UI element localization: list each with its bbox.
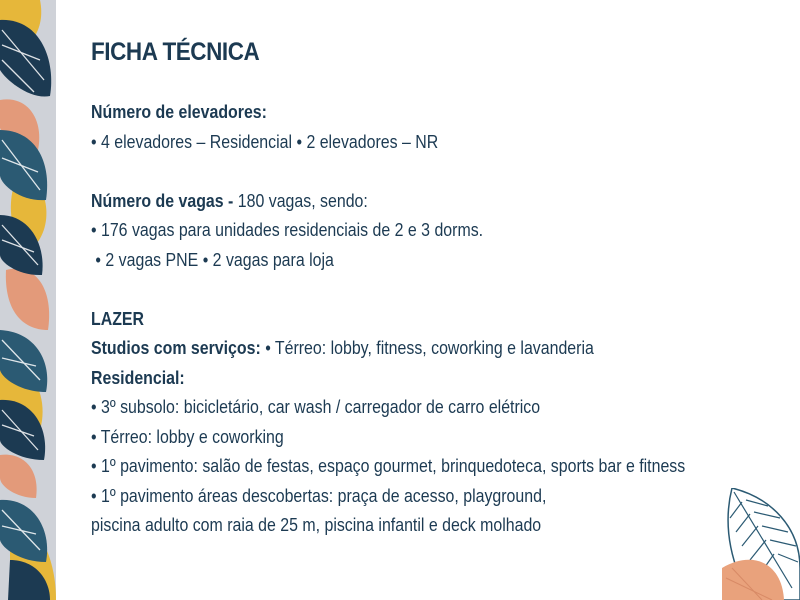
residential-item: piscina adulto com raia de 25 m, piscina infantil e deck molhado (91, 514, 542, 535)
spacer (91, 274, 781, 304)
parking-heading: Número de vagas - (91, 189, 234, 211)
studios-text: • Térreo: lobby, fitness, coworking e lavanderia (260, 337, 594, 358)
spacer (91, 156, 781, 186)
residential-item: • 1º pavimento: salão de festas, espaço gourmet, brinquedoteca, sports bar e fitness (91, 455, 686, 476)
studios-label: Studios com serviços: (91, 337, 261, 358)
studios-line (91, 333, 684, 363)
elevators-line: • 4 elevadores – Residencial • 2 elevadores – NR (91, 130, 439, 152)
parking-line-2: • 2 vagas PNE • 2 vagas para loja (91, 248, 334, 270)
spec-sheet (91, 34, 781, 540)
residential-item: • 3º subsolo: bicicletário, car wash / carregador de carro elétrico (91, 396, 541, 417)
parking-line-1: • 176 vagas para unidades residenciais de 2 e 3 dorms. (91, 219, 484, 240)
residential-item: • Térreo: lobby e coworking (91, 425, 284, 447)
residential-item: • 1º pavimento áreas descobertas: praça de acesso, playground, (91, 484, 547, 506)
page-title: FICHA TÉCNICA (91, 38, 260, 66)
parking-summary: 180 vagas, sendo: (233, 189, 368, 211)
tropical-leaves-pattern-icon (0, 0, 56, 600)
parking-summary-line (91, 186, 684, 216)
residential-label: Residencial: (91, 366, 185, 388)
leisure-heading: LAZER (91, 307, 145, 329)
elevators-heading: Número de elevadores: (91, 101, 267, 122)
